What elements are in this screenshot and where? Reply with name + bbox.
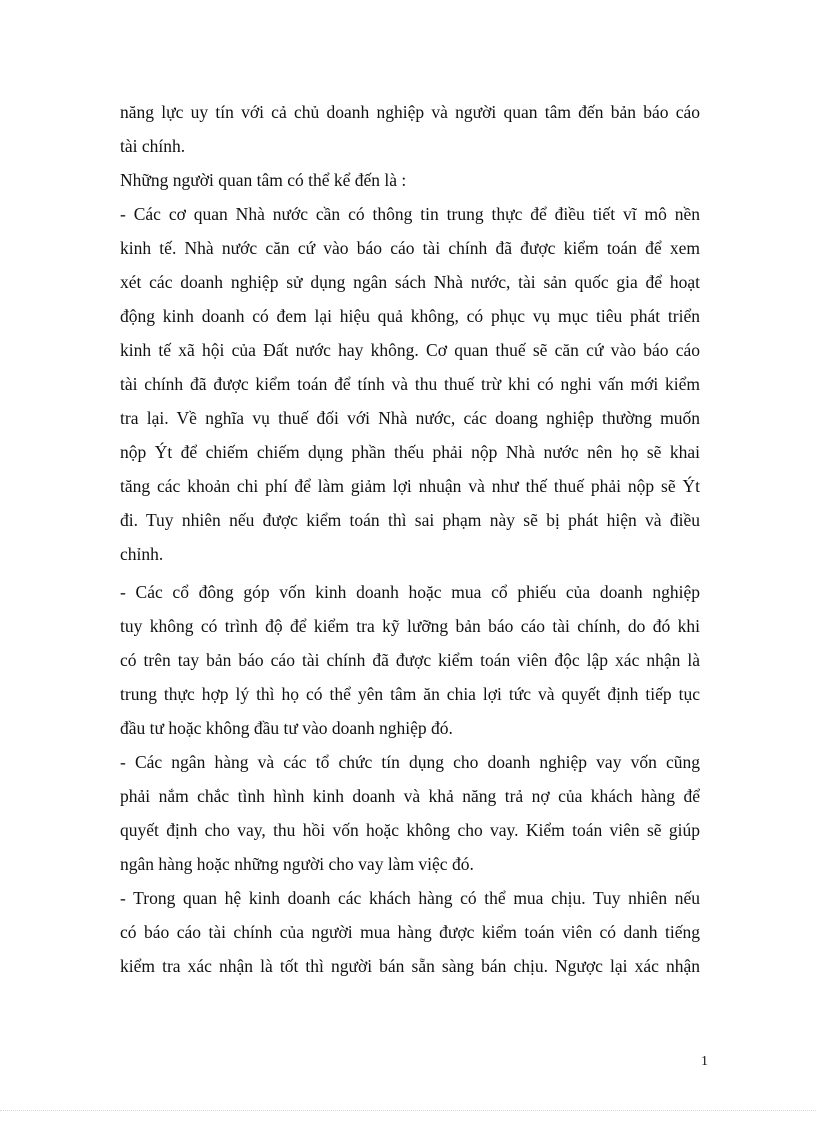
body-text-line: ngân hàng hoặc những người cho vay làm việc đó. (120, 854, 474, 874)
body-text-line: - Các cổ đông góp vốn kinh doanh hoặc mua cổ phiếu của doanh nghiệp (120, 582, 700, 602)
body-text-line: chỉnh. (120, 544, 164, 564)
body-text-line: tra lại. Về nghĩa vụ thuế đối với Nhà nước, các doang nghiệp thường muốn (120, 408, 700, 428)
body-text-line: trung thực hợp lý thì họ có thể yên tâm ăn chia lợi tức và quyết định tiếp tục (120, 684, 700, 704)
body-text-line: quyết định cho vay, thu hồi vốn hoặc không cho vay. Kiểm toán viên sẽ giúp (120, 820, 700, 840)
body-text-line: Những người quan tâm có thể kể đến là : (120, 170, 407, 190)
body-text-line: động kinh doanh có đem lại hiệu quả không, có phục vụ mục tiêu phát triển (120, 306, 700, 326)
body-text-line: đầu tư hoặc không đầu tư vào doanh nghiệp đó. (120, 718, 453, 738)
page-bottom-divider (0, 1110, 816, 1111)
body-text-line: - Các cơ quan Nhà nước cần có thông tin trung thực để điều tiết vĩ mô nền (120, 204, 700, 224)
body-text-line: phải nắm chắc tình hình kinh doanh và khả năng trả nợ của khách hàng để (120, 786, 700, 806)
body-text-line: kinh tế xã hội của Đất nước hay không. Cơ quan thuế sẽ căn cứ vào báo cáo (120, 340, 700, 360)
body-text-line: nộp Ýt để chiếm chiếm dụng phần thếu phải nộp Nhà nước nên họ sẽ khai (120, 442, 700, 462)
body-text-line: năng lực uy tín với cả chủ doanh nghiệp và người quan tâm đến bản báo cáo (120, 102, 700, 122)
body-text-line: đi. Tuy nhiên nếu được kiểm toán thì sai phạm này sẽ bị phát hiện và điều (120, 510, 700, 530)
body-text-line: - Trong quan hệ kinh doanh các khách hàng có thể mua chịu. Tuy nhiên nếu (120, 888, 700, 908)
body-text-line: - Các ngân hàng và các tổ chức tín dụng cho doanh nghiệp vay vốn cũng (120, 752, 700, 772)
body-text-line: có trên tay bản báo cáo tài chính đã được kiểm toán viên độc lập xác nhận là (120, 650, 700, 670)
body-text-line: xét các doanh nghiệp sử dụng ngân sách Nhà nước, tài sản quốc gia để hoạt (120, 272, 700, 292)
body-text-line: tài chính đã được kiểm toán để tính và thu thuế trừ khi có nghi vấn mới kiểm (120, 374, 700, 394)
body-text-line: tài chính. (120, 136, 186, 156)
body-text-line: kiểm tra xác nhận là tốt thì người bán sẵn sàng bán chịu. Ngược lại xác nhận (120, 956, 700, 976)
page-number: 1 (701, 1054, 708, 1069)
body-text-line: tăng các khoản chi phí để làm giảm lợi nhuận và như thế thuế phải nộp sẽ Ýt (120, 476, 700, 496)
body-text-line: tuy không có trình độ để kiểm tra kỹ lưỡng bản báo cáo tài chính, do đó khi (120, 616, 700, 636)
body-text-line: kinh tế. Nhà nước căn cứ vào báo cáo tài chính đã được kiểm toán để xem (120, 238, 700, 258)
body-text-line: có báo cáo tài chính của người mua hàng được kiểm toán viên có danh tiếng (120, 922, 700, 942)
